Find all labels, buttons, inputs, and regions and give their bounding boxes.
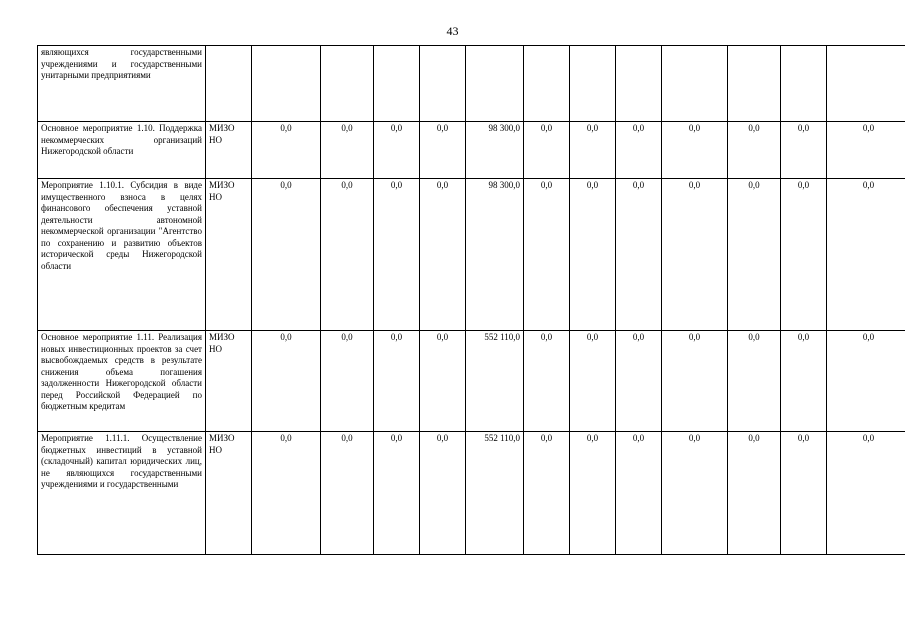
funding-value-cell	[321, 46, 374, 122]
funding-value-cell	[252, 46, 321, 122]
budget-table	[37, 45, 905, 555]
funding-value-cell: 0,0	[420, 432, 466, 555]
funding-value-cell	[616, 46, 662, 122]
funding-value-cell	[781, 46, 827, 122]
funding-value-cell: 0,0	[781, 331, 827, 432]
funding-value-cell: 0,0	[827, 179, 905, 331]
activity-name-cell: Мероприятие 1.10.1. Субсидия в виде имущественного взноса в целях финансового обеспечения уставной деятельности автономной некоммерческой организации "Агентство по сохранению и развитию объектов исторической среды Нижегородской области	[38, 179, 206, 331]
funding-value-cell: 0,0	[570, 122, 616, 179]
funding-value-cell: 0,0	[662, 432, 728, 555]
funding-value-cell: 0,0	[570, 331, 616, 432]
funding-value-cell: 0,0	[616, 331, 662, 432]
funding-value-cell: 0,0	[524, 122, 570, 179]
funding-value-cell	[466, 46, 524, 122]
funding-value-cell	[524, 46, 570, 122]
funding-value-cell: 0,0	[827, 331, 905, 432]
funding-value-cell: 0,0	[827, 122, 905, 179]
responsible-org-cell: МИЗО НО	[206, 122, 252, 179]
funding-value-cell: 0,0	[252, 331, 321, 432]
funding-value-cell: 0,0	[662, 331, 728, 432]
table-row	[38, 432, 905, 555]
funding-value-cell	[420, 46, 466, 122]
funding-value-cell: 0,0	[662, 179, 728, 331]
funding-value-cell: 0,0	[252, 179, 321, 331]
responsible-org-cell	[206, 46, 252, 122]
funding-value-cell: 0,0	[570, 432, 616, 555]
funding-value-cell: 98 300,0	[466, 122, 524, 179]
funding-value-cell: 0,0	[321, 179, 374, 331]
activity-name-cell: Основное мероприятие 1.11. Реализация новых инвестиционных проектов за счет высвобождаемых средств в результате снижения объема погашения задолженности Нижегородской области перед Российской Федерацией по бюджетным кредитам	[38, 331, 206, 432]
funding-value-cell: 552 110,0	[466, 331, 524, 432]
funding-value-cell: 0,0	[827, 432, 905, 555]
funding-value-cell: 0,0	[781, 432, 827, 555]
page-number: 43	[446, 24, 459, 38]
funding-value-cell: 0,0	[616, 179, 662, 331]
funding-value-cell: 0,0	[374, 122, 420, 179]
funding-value-cell: 0,0	[728, 331, 781, 432]
funding-value-cell: 0,0	[524, 179, 570, 331]
funding-value-cell	[374, 46, 420, 122]
funding-value-cell: 0,0	[570, 179, 616, 331]
funding-value-cell: 0,0	[728, 122, 781, 179]
funding-value-cell: 0,0	[728, 432, 781, 555]
funding-value-cell	[570, 46, 616, 122]
activity-name-cell: являющихся государственными учреждениями и государственными унитарными предприятиями	[38, 46, 206, 122]
responsible-org-cell: МИЗО НО	[206, 331, 252, 432]
funding-value-cell: 0,0	[252, 432, 321, 555]
funding-value-cell	[662, 46, 728, 122]
funding-value-cell: 0,0	[420, 331, 466, 432]
activity-name-cell: Основное мероприятие 1.10. Поддержка некоммерческих организаций Нижегородской области	[38, 122, 206, 179]
funding-value-cell: 0,0	[374, 179, 420, 331]
funding-value-cell: 0,0	[616, 122, 662, 179]
funding-value-cell: 0,0	[252, 122, 321, 179]
funding-value-cell: 552 110,0	[466, 432, 524, 555]
funding-value-cell: 0,0	[524, 331, 570, 432]
responsible-org-cell: МИЗО НО	[206, 179, 252, 331]
funding-value-cell: 0,0	[781, 179, 827, 331]
funding-value-cell: 0,0	[321, 122, 374, 179]
funding-value-cell	[827, 46, 905, 122]
activity-name-cell: Мероприятие 1.11.1. Осуществление бюджетных инвестиций в уставной (складочный) капитал юридических лиц, не являющихся государственными учреждениями и государственными	[38, 432, 206, 555]
funding-value-cell: 0,0	[728, 179, 781, 331]
funding-value-cell: 0,0	[374, 331, 420, 432]
funding-value-cell: 0,0	[781, 122, 827, 179]
table-row	[38, 179, 905, 331]
funding-value-cell: 0,0	[374, 432, 420, 555]
table-row	[38, 46, 905, 122]
funding-value-cell: 0,0	[420, 179, 466, 331]
table-row	[38, 331, 905, 432]
funding-value-cell: 0,0	[616, 432, 662, 555]
funding-value-cell: 0,0	[524, 432, 570, 555]
funding-value-cell: 0,0	[321, 331, 374, 432]
table-row	[38, 122, 905, 179]
funding-value-cell: 0,0	[662, 122, 728, 179]
funding-value-cell: 98 300,0	[466, 179, 524, 331]
responsible-org-cell: МИЗО НО	[206, 432, 252, 555]
funding-value-cell: 0,0	[321, 432, 374, 555]
funding-value-cell	[728, 46, 781, 122]
funding-value-cell: 0,0	[420, 122, 466, 179]
